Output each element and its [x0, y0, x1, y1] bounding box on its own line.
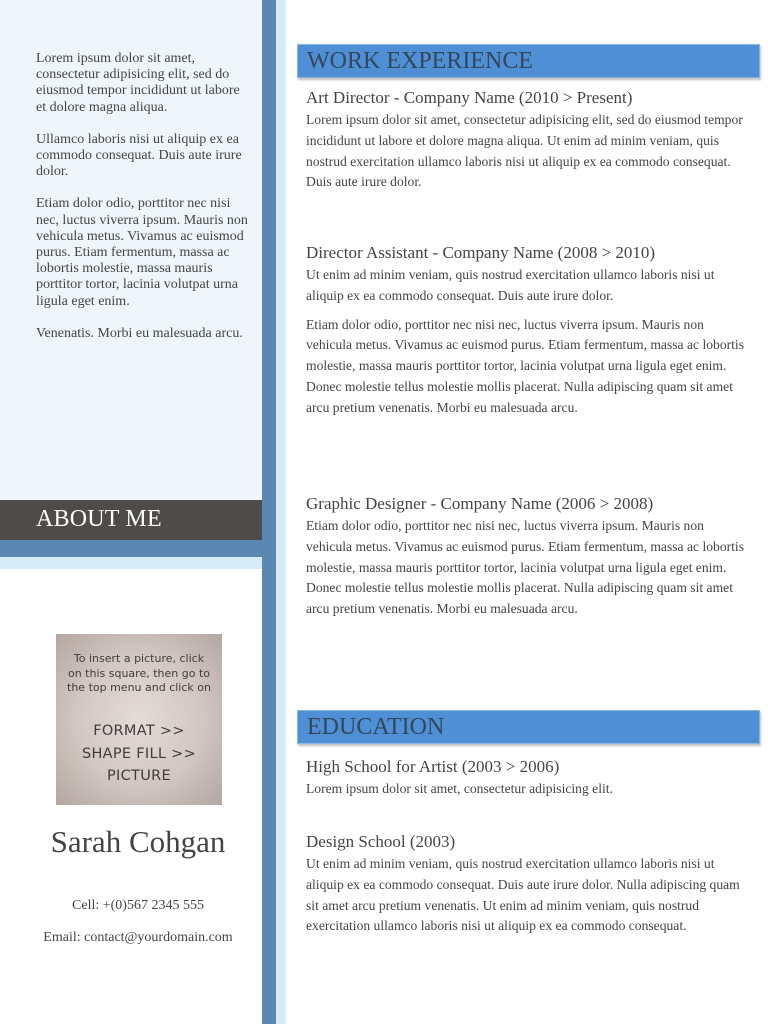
work-entry-description: Etiam dolor odio, porttitor nec nisi nec, luctus viverra ipsum. Mauris non vehicula metus. Vivamus ac euismod purus. Etiam fermentum, massa ac lobortis molestie, massa mauris porttitor tortor, lacinia volutpat urna ligula eget enim. Donec molestie tellus molestie mollis placerat. Nulla adipiscing quam sit amet arcu pretium venenatis. Morbi eu malesuada arcu. [306, 316, 744, 415]
work-entry [306, 243, 750, 427]
column-divider-light [276, 0, 286, 1024]
work-experience-title: WORK EXPERIENCE [307, 48, 533, 74]
work-entry-description: Ut enim ad minim veniam, quis nostrud exercitation ullamco laboris nisi ut aliquip ex ea commodo consequat. Duis aute irure dolor. [306, 267, 715, 303]
work-entry-heading [306, 243, 750, 263]
education-entry-heading: Design School (2003) [306, 832, 456, 851]
about-paragraph: Ullamco laboris nisi ut aliquip ex ea commodo consequat. Duis aute irure dolor. [36, 131, 242, 180]
about-paragraph: Etiam dolor odio, porttitor nec nisi nec, luctus viverra ipsum. Mauris non vehicula metus. Vivamus ac euismod purus. Etiam fermentum, massa ac lobortis molestie, massa mauris porttitor tortor, lacinia volutpat urna ligula eget enim. [36, 196, 248, 309]
column-divider [262, 0, 276, 1024]
education-entry-heading: High School for Artist (2003 > 2006) [306, 757, 560, 776]
profile-name: Sarah Cohgan [50, 824, 226, 859]
about-me-title: ABOUT ME [36, 506, 162, 532]
education-entry-description: Ut enim ad minim veniam, quis nostrud exercitation ullamco laboris nisi ut aliquip ex ea commodo consequat. Duis aute irure dolor. Nulla adipiscing quam sit amet arcu pretium venenatis. Ut enim ad minim veniam, quis nostrud exercitation ullamco laboris nisi ut aliquip ex ea commodo consequat. [306, 856, 740, 934]
heading-separator: - [426, 494, 441, 513]
heading-separator: - [428, 243, 443, 262]
contact-cell: Cell: +(0)567 2345 555 [72, 898, 204, 913]
about-paragraph: Venenatis. Morbi eu malesuada arcu. [36, 325, 243, 341]
about-accent-bar [0, 540, 262, 557]
photo-instructions [56, 720, 222, 788]
work-entry-heading [306, 494, 750, 514]
job-role: Director Assistant [306, 243, 429, 262]
work-entry-description: Etiam dolor odio, porttitor nec nisi nec, luctus viverra ipsum. Mauris non vehicula metus. Vivamus ac euismod purus. Etiam fermentum, massa ac lobortis molestie, massa mauris porttitor tortor, lacinia volutpat urna ligula eget enim. Donec molestie tellus molestie mollis placerat. Nulla adipiscing quam sit amet arcu pretium venenatis. Morbi eu malesuada arcu. [306, 518, 744, 617]
work-entry [306, 494, 750, 628]
education-header [297, 710, 760, 744]
work-entry [306, 88, 750, 201]
work-experience-header [297, 44, 760, 78]
about-me-header [0, 500, 262, 540]
photo-action-shape-fill: SHAPE FILL >> [81, 745, 197, 762]
education-title: EDUCATION [307, 714, 445, 740]
about-light-bar [0, 557, 276, 569]
about-paragraph: Lorem ipsum dolor sit amet, consectetur adipisicing elit, sed do eiusmod tempor incididunt ut labore et dolore magna aliqua. [36, 51, 240, 115]
work-entry-description: Lorem ipsum dolor sit amet, consectetur adipisicing elit, sed do eiusmod tempor incididunt ut labore et dolore magna aliqua. Ut enim ad minim veniam, quis nostrud exercitation ullamco laboris nisi ut aliquip ex ea commodo consequat. Duis aute irure dolor. [306, 112, 743, 190]
about-text [36, 51, 248, 358]
photo-hint: To insert a picture, click on this square, then go to the top menu and click on [67, 652, 211, 694]
job-role: Art Director [306, 88, 390, 107]
education-entry [306, 757, 750, 808]
company-name: Company Name (2010 > Present) [403, 88, 633, 107]
work-entry-heading [306, 88, 750, 108]
education-entry-description: Lorem ipsum dolor sit amet, consectetur adipisicing elit. [306, 781, 613, 796]
about-panel [0, 0, 262, 541]
education-entry [306, 832, 750, 945]
contact-email: Email: contact@yourdomain.com [43, 930, 233, 945]
company-name: Company Name (2008 > 2010) [442, 243, 656, 262]
company-name: Company Name (2006 > 2008) [440, 494, 654, 513]
job-role: Graphic Designer [306, 494, 427, 513]
photo-action-picture: PICTURE [107, 768, 171, 784]
photo-placeholder[interactable] [56, 634, 222, 805]
heading-separator: - [389, 88, 404, 107]
photo-action-format: FORMAT >> [93, 723, 185, 739]
